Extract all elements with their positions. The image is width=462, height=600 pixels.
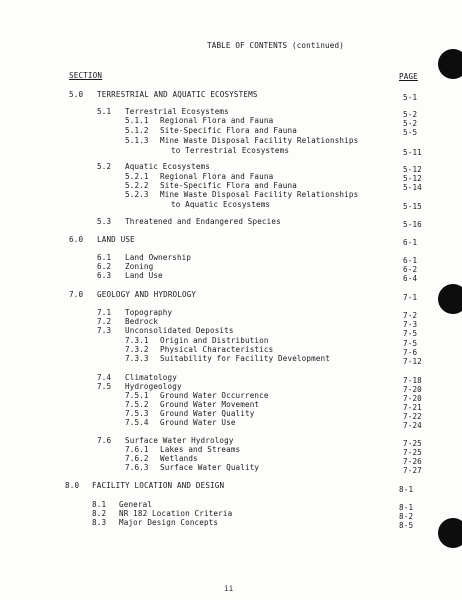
toc-entry-page: 5-5 <box>403 128 418 137</box>
toc-entry-page: 7-22 <box>403 412 422 421</box>
toc-entry-page: 6-2 <box>403 265 418 274</box>
toc-entry-title: Bedrock <box>125 317 159 326</box>
toc-entry-number: 7.5.4 <box>125 418 149 427</box>
toc-entry-number: 5.1 <box>97 107 112 116</box>
toc-entry-title: Threatened and Endangered Species <box>125 217 281 226</box>
toc-entry-number: 5.1.1 <box>125 116 149 125</box>
toc-entry-page: 7-21 <box>403 403 422 412</box>
toc-entry-number: 7.6.2 <box>125 454 149 463</box>
toc-entry-number: 7.3 <box>97 326 112 335</box>
toc-entry-title: Origin and Distribution <box>160 336 269 345</box>
toc-entry-page: 5-12 <box>403 174 422 183</box>
toc-entry-title: Surface Water Quality <box>160 463 260 472</box>
toc-entry-number: 7.5.1 <box>125 391 149 400</box>
toc-entry-page: 5-14 <box>403 183 422 192</box>
toc-entry-title: Unconsolidated Deposits <box>125 326 234 335</box>
toc-entry-title: Land Use <box>125 271 163 280</box>
toc-entry-number: 5.1.3 <box>125 136 149 145</box>
toc-entry-title: FACILITY LOCATION AND DESIGN <box>92 481 225 490</box>
toc-entry-title: General <box>119 500 153 509</box>
toc-entry-title: Terrestrial Ecosystems <box>125 107 229 116</box>
toc-entry-title: Lakes and Streams <box>160 445 241 454</box>
toc-entry-title: Site-Specific Flora and Fauna <box>160 126 297 135</box>
toc-title: TABLE OF CONTENTS (continued) <box>207 41 344 50</box>
toc-entry-number: 8.2 <box>92 509 107 518</box>
toc-entry-title: Physical Characteristics <box>160 345 274 354</box>
toc-entry-title: Ground Water Quality <box>160 409 255 418</box>
toc-entry-page: 5-1 <box>403 93 418 102</box>
toc-entry-title: Site-Specific Flora and Fauna <box>160 181 297 190</box>
toc-entry-title: Ground Water Movement <box>160 400 260 409</box>
toc-entry-page: 8-1 <box>399 503 414 512</box>
toc-entry-number: 6.3 <box>97 271 112 280</box>
toc-entry-title: Climatology <box>125 373 177 382</box>
toc-entry-page: 7-6 <box>403 348 418 357</box>
toc-entry-number: 5.1.2 <box>125 126 149 135</box>
toc-entry-page: 7-12 <box>403 357 422 366</box>
toc-entry-number: 7.1 <box>97 308 112 317</box>
toc-entry-page: 7-5 <box>403 329 418 338</box>
toc-entry-title: Regional Flora and Fauna <box>160 172 274 181</box>
toc-entry-page: 8-1 <box>399 485 414 494</box>
toc-entry-page: 6-4 <box>403 274 418 283</box>
toc-entry-title: Ground Water Use <box>160 418 236 427</box>
toc-entry-title: Suitability for Facility Development <box>160 354 330 363</box>
toc-entry-title: TERRESTRIAL AND AQUATIC ECOSYSTEMS <box>97 90 258 99</box>
toc-entry-title: Ground Water Occurrence <box>160 391 269 400</box>
toc-entry-number: 7.5 <box>97 382 112 391</box>
toc-entry-number: 8.0 <box>65 481 80 490</box>
toc-entry-page: 7-20 <box>403 385 422 394</box>
toc-entry-page: 7-1 <box>403 293 418 302</box>
toc-entry-page: 5-11 <box>403 148 422 157</box>
toc-entry-number: 7.2 <box>97 317 112 326</box>
toc-entry-number: 5.2.1 <box>125 172 149 181</box>
toc-entry-title: Regional Flora and Fauna <box>160 116 274 125</box>
toc-entry-title: Surface Water Hydrology <box>125 436 234 445</box>
toc-entry-number: 5.2 <box>97 162 112 171</box>
toc-entry-page: 5-2 <box>403 110 418 119</box>
toc-entry-title: Major Design Concepts <box>119 518 219 527</box>
toc-entry-page: 7-5 <box>403 339 418 348</box>
toc-entry-page: 8-2 <box>399 512 414 521</box>
toc-entry-title: NR 182 Location Criteria <box>119 509 233 518</box>
toc-entry-page: 7-25 <box>403 439 422 448</box>
toc-entry-number: 7.3.2 <box>125 345 149 354</box>
toc-entry-number: 8.1 <box>92 500 107 509</box>
toc-entry-page: 7-27 <box>403 466 422 475</box>
toc-entry-title: Hydrogeology <box>125 382 182 391</box>
toc-entry-title: Mine Waste Disposal Facility Relationships <box>160 190 359 199</box>
toc-entry-number: 7.4 <box>97 373 112 382</box>
toc-entry-number: 7.6.1 <box>125 445 149 454</box>
toc-entry-page: 7-18 <box>403 376 422 385</box>
toc-entry-page: 8-5 <box>399 521 414 530</box>
toc-entry-title: Zoning <box>125 262 154 271</box>
toc-entry-title: Mine Waste Disposal Facility Relationships <box>160 136 359 145</box>
toc-entry-number: 7.5.3 <box>125 409 149 418</box>
toc-entry-number: 7.3.3 <box>125 354 149 363</box>
punch-hole-top <box>438 49 462 79</box>
toc-entry-number: 6.1 <box>97 253 112 262</box>
toc-entry-page: 6-1 <box>403 238 418 247</box>
toc-entry-title: Land Ownership <box>125 253 192 262</box>
toc-entry-number: 6.0 <box>69 235 84 244</box>
toc-entry-title: LAND USE <box>97 235 135 244</box>
toc-entry-page: 7-2 <box>403 311 418 320</box>
toc-entry-title-continued: to Terrestrial Ecosystems <box>171 146 290 155</box>
toc-entry-number: 6.2 <box>97 262 112 271</box>
page-column-header: PAGE <box>399 72 418 81</box>
toc-entry-page: 7-26 <box>403 457 422 466</box>
toc-entry-number: 5.3 <box>97 217 112 226</box>
toc-entry-page: 5-2 <box>403 119 418 128</box>
toc-entry-number: 7.6.3 <box>125 463 149 472</box>
toc-entry-title: Wetlands <box>160 454 198 463</box>
punch-hole-bottom <box>438 518 462 548</box>
toc-entry-page: 7-3 <box>403 320 418 329</box>
toc-entry-number: 5.0 <box>69 90 84 99</box>
toc-entry-title: Aquatic Ecosystems <box>125 162 210 171</box>
page-number: ii <box>224 584 234 593</box>
toc-entry-page: 7-20 <box>403 394 422 403</box>
toc-entry-number: 5.2.2 <box>125 181 149 190</box>
toc-entry-page: 5-12 <box>403 165 422 174</box>
toc-entry-page: 7-24 <box>403 421 422 430</box>
toc-entry-number: 7.0 <box>69 290 84 299</box>
punch-hole-middle <box>438 284 462 314</box>
toc-entry-title-continued: to Aquatic Ecosystems <box>171 200 271 209</box>
toc-entry-page: 6-1 <box>403 256 418 265</box>
toc-entry-page: 5-15 <box>403 202 422 211</box>
toc-entry-number: 5.2.3 <box>125 190 149 199</box>
toc-entry-number: 7.3.1 <box>125 336 149 345</box>
toc-entry-title: GEOLOGY AND HYDROLOGY <box>97 290 197 299</box>
toc-entry-number: 7.6 <box>97 436 112 445</box>
toc-entry-page: 5-16 <box>403 220 422 229</box>
toc-entry-page: 7-25 <box>403 448 422 457</box>
toc-entry-number: 8.3 <box>92 518 107 527</box>
toc-entry-title: Topography <box>125 308 173 317</box>
section-column-header: SECTION <box>69 71 103 80</box>
toc-entry-number: 7.5.2 <box>125 400 149 409</box>
